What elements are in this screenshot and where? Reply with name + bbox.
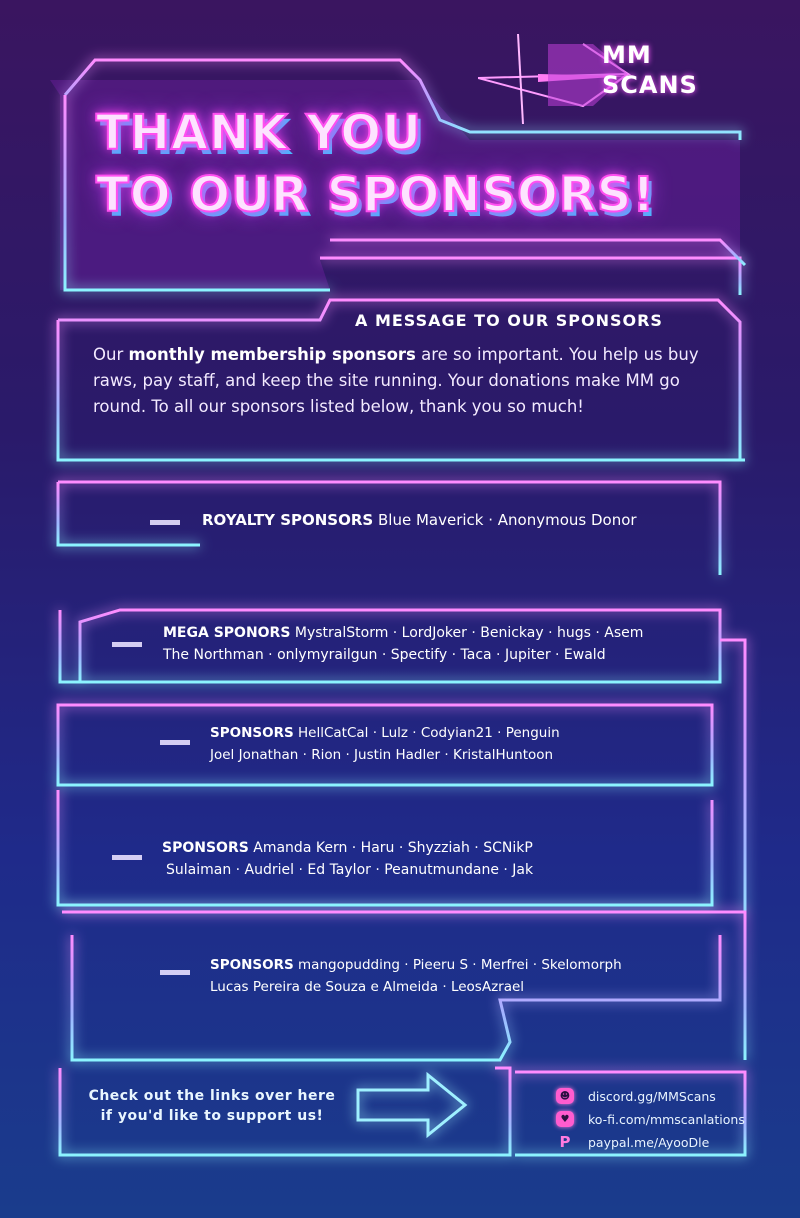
link-text: discord.gg/MMScans xyxy=(588,1088,716,1104)
paypal-link[interactable] xyxy=(556,1131,745,1153)
link-text: ko-fi.com/mmscanlations xyxy=(588,1111,745,1127)
message-heading: A MESSAGE TO OUR SPONSORS xyxy=(355,311,663,330)
tier-royalty xyxy=(202,509,637,531)
support-callout xyxy=(72,1086,352,1126)
tier-names: MystralStorm · LordJoker · Benickay · hugs · Asem xyxy=(294,625,644,641)
logo-text xyxy=(602,40,698,100)
message-body xyxy=(93,342,723,420)
tier-sponsors-1 xyxy=(210,722,560,766)
paypal-icon: P xyxy=(559,1133,571,1151)
tier-names: HellCatCal · Lulz · Codyian21 · Penguin xyxy=(298,725,560,741)
page-title xyxy=(96,102,655,226)
discord-link[interactable] xyxy=(556,1085,745,1107)
tier-mega xyxy=(163,622,643,666)
title-line1: THANK YOU xyxy=(96,105,422,161)
message-bold: monthly membership sponsors xyxy=(128,345,416,364)
callout-line2: if you'd like to support us! xyxy=(100,1108,324,1124)
message-prefix: Our xyxy=(93,345,129,364)
discord-icon: ☻ xyxy=(556,1088,574,1104)
kofi-icon: ♥ xyxy=(556,1111,574,1127)
tier-sponsors-3 xyxy=(210,954,622,998)
logo-line1: MM xyxy=(602,41,652,69)
tier-names-line2: Sulaiman · Audriel · Ed Taylor · Peanutmundane · Jak xyxy=(166,862,534,878)
tier-names-line2: Joel Jonathan · Rion · Justin Hadler · KristalHuntoon xyxy=(210,747,554,763)
arrow-right-icon xyxy=(358,1075,465,1135)
tier-sponsors-2 xyxy=(162,837,533,881)
tier-label: SPONSORS xyxy=(210,957,294,973)
tier-names: mangopudding · Pieeru S · Merfrei · Skelomorph xyxy=(298,957,622,973)
tier-names: Amanda Kern · Haru · Shyzziah · SCNikP xyxy=(253,840,533,856)
support-links xyxy=(556,1085,745,1154)
tier-names: Blue Maverick · Anonymous Donor xyxy=(378,511,637,529)
tier-label: ROYALTY SPONSORS xyxy=(202,511,374,529)
tier-names-line2: Lucas Pereira de Souza e Almeida · LeosAzrael xyxy=(210,979,525,995)
tier-label: MEGA SPONORS xyxy=(163,625,291,641)
title-line2: TO OUR SPONSORS! xyxy=(96,167,656,223)
callout-line1: Check out the links over here xyxy=(88,1088,336,1104)
link-text: paypal.me/AyooDle xyxy=(588,1134,710,1150)
logo-line2: SCANS xyxy=(602,71,698,99)
tier-label: SPONSORS xyxy=(162,840,249,856)
tier-names-line2: The Northman · onlymyrailgun · Spectify · Taca · Jupiter · Ewald xyxy=(163,647,606,663)
kofi-link[interactable] xyxy=(556,1108,745,1130)
message-rest: are so important. You help us buy raws, pay staff, and keep the site running. Your donations make MM go round. To all our sponsors listed below, thank you so much! xyxy=(93,345,699,416)
tier-label: SPONSORS xyxy=(210,725,294,741)
